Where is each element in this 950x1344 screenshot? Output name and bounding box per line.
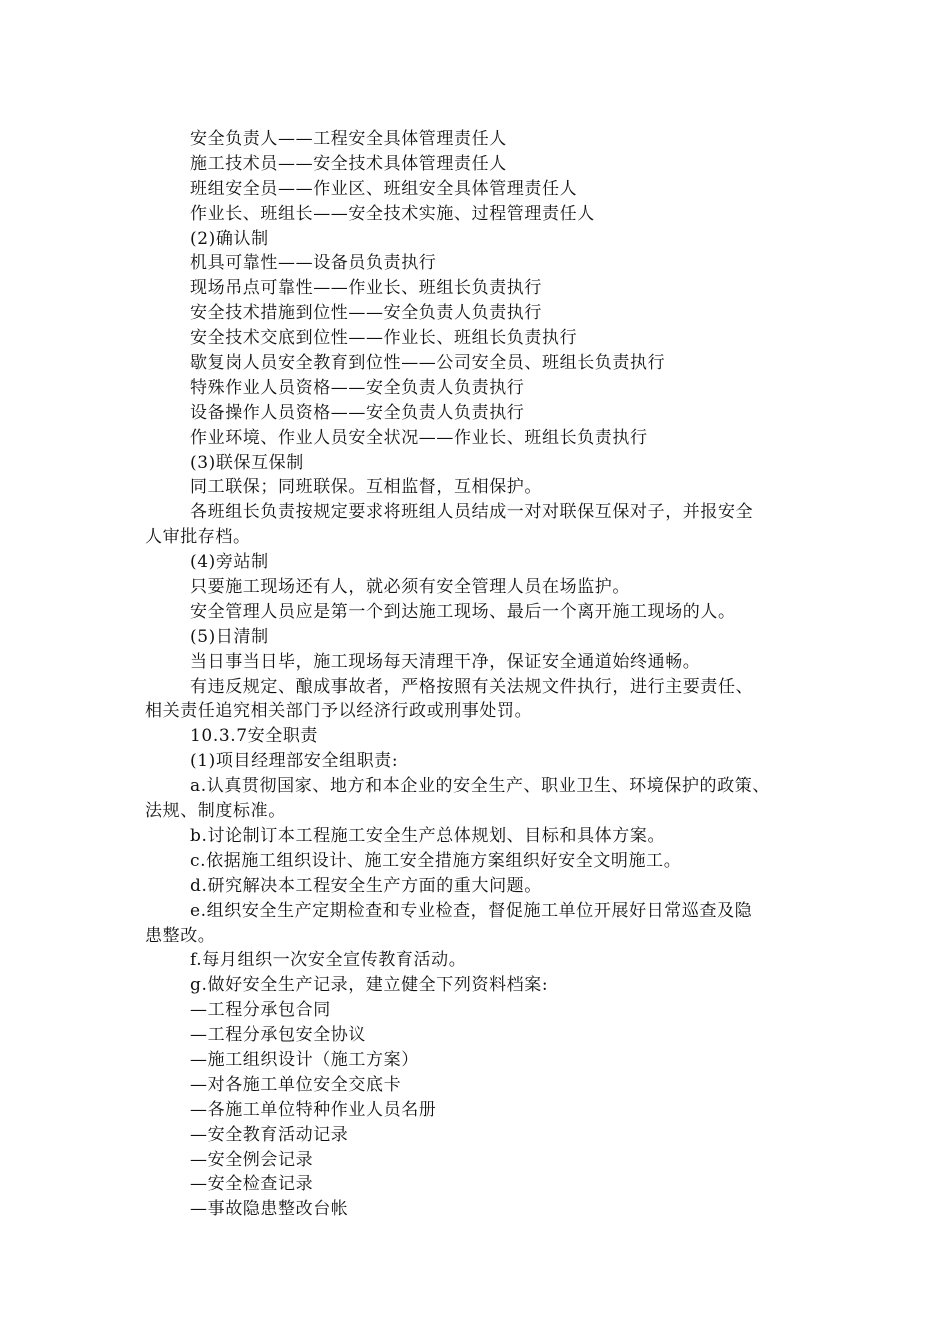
text-line: g.做好安全生产记录，建立健全下列资料档案: <box>190 975 549 996</box>
text-line: 当日事当日毕，施工现场每天清理干净，保证安全通道始终通畅。 <box>190 651 701 672</box>
text-line: —事故隐患整改台帐 <box>190 1199 349 1220</box>
text-line: a.认真贯彻国家、地方和本企业的安全生产、职业卫生、环境保护的政策、 <box>190 776 770 797</box>
text-line: 法规、制度标准。 <box>145 801 286 822</box>
text-line: c.依据施工组织设计、施工安全措施方案组织好安全文明施工。 <box>190 850 682 871</box>
text-line: —各施工单位特种作业人员名册 <box>190 1099 437 1120</box>
text-line: 同工联保；同班联保。互相监督，互相保护。 <box>190 477 542 498</box>
text-line: —施工组织设计（施工方案） <box>190 1049 419 1070</box>
text-line: 有违反规定、酿成事故者，严格按照有关法规文件执行，进行主要责任、 <box>190 676 754 697</box>
text-line: (5)日清制 <box>190 626 269 647</box>
text-line: 只要施工现场还有人，就必须有安全管理人员在场监护。 <box>190 577 630 598</box>
text-line: 机具可靠性——设备员负责执行 <box>190 253 437 274</box>
text-line: 安全管理人员应是第一个到达施工现场、最后一个离开施工现场的人。 <box>190 601 736 622</box>
text-line: (2)确认制 <box>190 228 269 249</box>
text-line: —对各施工单位安全交底卡 <box>190 1074 402 1095</box>
text-line: —安全例会记录 <box>190 1149 314 1170</box>
text-line: 各班组长负责按规定要求将班组人员结成一对对联保互保对子，并报安全 <box>190 502 754 523</box>
text-line: (4)旁站制 <box>190 552 269 573</box>
text-line: e.组织安全生产定期检查和专业检查，督促施工单位开展好日常巡查及隐 <box>190 900 753 921</box>
document-body <box>145 127 825 1222</box>
text-line: 班组安全员——作业区、班组安全具体管理责任人 <box>190 178 578 199</box>
text-line: 设备操作人员资格——安全负责人负责执行 <box>190 402 525 423</box>
text-line: (1)项目经理部安全组职责: <box>190 751 399 772</box>
text-line: 作业环境、作业人员安全状况——作业长、班组长负责执行 <box>190 427 648 448</box>
text-line: 10.3.7安全职责 <box>190 726 319 747</box>
text-line: —工程分承包安全协议 <box>190 1025 366 1046</box>
text-line: 相关责任追究相关部门予以经济行政或刑事处罚。 <box>145 701 533 722</box>
text-line: 安全负责人——工程安全具体管理责任人 <box>190 129 507 149</box>
text-line: —安全检查记录 <box>190 1174 314 1195</box>
text-line: 施工技术员——安全技术具体管理责任人 <box>190 153 507 174</box>
text-line: 患整改。 <box>145 925 216 946</box>
text-line: 现场吊点可靠性——作业长、班组长负责执行 <box>190 278 542 299</box>
text-line: 作业长、班组长——安全技术实施、过程管理责任人 <box>190 203 595 224</box>
text-line: —工程分承包合同 <box>190 1000 331 1021</box>
text-line: 特殊作业人员资格——安全负责人负责执行 <box>190 377 525 398</box>
text-line: 安全技术交底到位性——作业长、班组长负责执行 <box>190 328 578 349</box>
text-line: d.研究解决本工程安全生产方面的重大问题。 <box>190 875 542 896</box>
text-line: f.每月组织一次安全宣传教育活动。 <box>190 950 467 971</box>
text-line: (3)联保互保制 <box>190 452 304 473</box>
text-line: 人审批存档。 <box>145 527 251 548</box>
text-line: —安全教育活动记录 <box>190 1124 349 1145</box>
text-line: 歇复岗人员安全教育到位性——公司安全员、班组长负责执行 <box>190 353 666 374</box>
text-line: 安全技术措施到位性——安全负责人负责执行 <box>190 303 542 324</box>
text-line: b.讨论制订本工程施工安全生产总体规划、目标和具体方案。 <box>190 825 666 846</box>
